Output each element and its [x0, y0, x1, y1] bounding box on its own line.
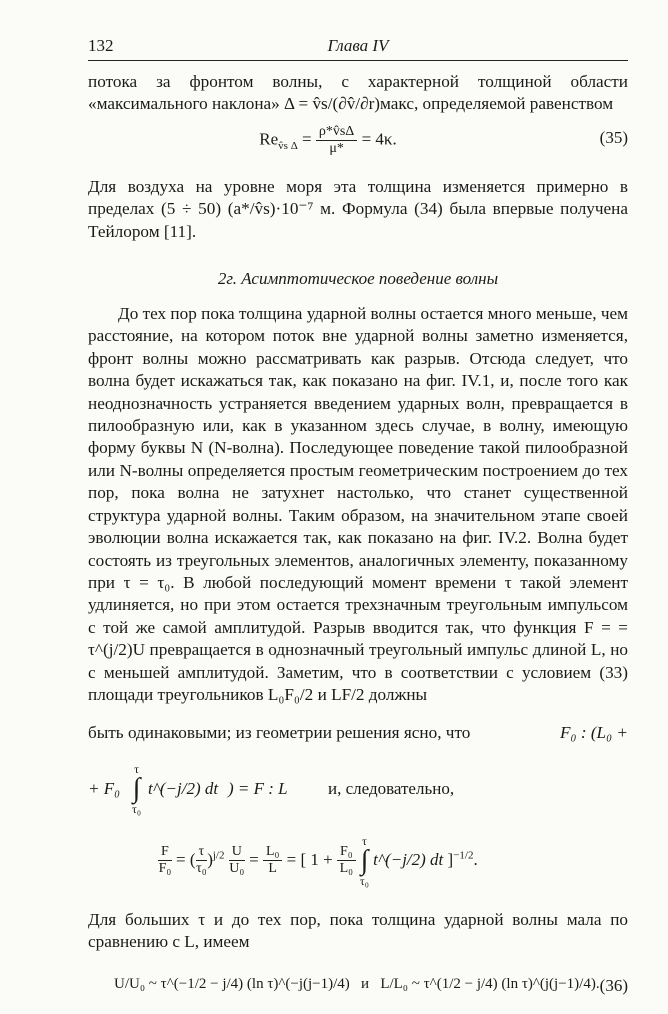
eq36-left: U/U₀ ~ τ^(−1/2 − j/4) (ln τ)^(−j(j−1)/4): [114, 975, 350, 992]
section-title: 2г. Асимптотическое поведение волны: [217, 269, 499, 289]
ratio-integrand: t^(−j/2) dt: [373, 849, 444, 869]
ratio-integral: [360, 835, 369, 887]
ratio-f2: [337, 844, 356, 877]
equation-integral: [88, 757, 628, 823]
eq35-rhs: = 4κ.: [361, 129, 397, 149]
ratio-tau: [196, 844, 208, 877]
eq36-number: (36): [599, 975, 628, 995]
eq36-right: L/L₀ ~ τ^(1/2 − j/4) (ln τ)^(j(j−1)/4).: [380, 975, 600, 992]
eq-mid-conj: и, следовательно,: [328, 778, 455, 798]
paragraph-4: [88, 722, 628, 744]
page-number: 132: [88, 36, 114, 55]
eq35-lhs-sub: v̂s Δ: [278, 139, 298, 152]
ratio-tau-num: τ: [196, 844, 208, 861]
ratio-l: [263, 844, 282, 877]
ratio-exp: j/2: [212, 849, 225, 861]
equation-ratio: $\frac{F}{\text{F₀}}$ = ( $\frac{\tau}{\text{τ₀}}$ )$^{j/2}$ $\frac{U}{\text{U₀}}$ = $\frac{\text{L₀}}{L}$ = [ 1 + $\frac{\text{F₀}}{\text{L₀}}$ τ ∫ τ₀ t^(−j/2) dt ]$^{-1/2}$.: [158, 833, 478, 888]
eq-mid-part1: F₀ : (L₀ +: [560, 723, 628, 743]
equation-36: [88, 964, 628, 1014]
ratio-l-num: L₀: [263, 844, 282, 861]
ratio-u-den: U₀: [229, 861, 245, 877]
ratio-integral-lower: τ₀: [359, 873, 369, 888]
integral-symbol-icon: ∫: [132, 772, 141, 804]
ratio-tau-den: τ₀: [196, 861, 207, 877]
ratio-f-num: F: [158, 844, 172, 861]
eq-mid-part3: ) = F : L: [228, 778, 288, 798]
ratio-f2-den: L₀: [339, 861, 354, 877]
eq35-number: (35): [599, 127, 628, 147]
paragraph-4-text: быть одинаковыми; из геометрии решения ясно, что: [88, 723, 471, 743]
ratio-f-den: F₀: [158, 861, 172, 877]
chapter-title: Глава IV: [327, 36, 389, 55]
integrand: t^(−j/2) dt: [148, 778, 219, 798]
ratio-u: [229, 844, 245, 877]
paragraph-3: До тех пор пока толщина ударной волны остается много меньше, чем расстояние, на котором поток вне ударной волны заметно изменяется, фронт волны можно рассматривать как разрыв. Отсюда следует, что волна будет искажаться так, как показано на фиг. IV.1, и, после того как неоднозначность устраняется введением ударных волн, превращается в пилообразную или, как в указанном здесь случае, в волну, имеющую форму буквы N (N-волна). Последующее поведение такой пилообразной или N-волны определяется простым геометрическим построением до тех пор, пока волна не затухнет настолько, что станет существенной структура ударной волны. Таким образом, на значительном этапе своей эволюции волна искажается так, как показано на фиг. IV.2. Волна будет состоять из треугольных элементов, аналогичных элементу, показанному при τ = τ₀. В любой последующий момент времени τ такой элемент удлиняется, но при этом остается трехзначным треугольным импульсом с той же самой амплитудой. Разрыв вводится так, что функция F = = τ^(j/2)U превращается в однозначный треугольный импульс длиной L, но с меньшей амплитудой. Заметим, что в соответствии с условием (33) площади треугольников L₀F₀/2 и LF/2 должны: [88, 304, 628, 704]
ratio-outer-exp: −1/2: [453, 849, 474, 861]
integral-lower: τ₀: [132, 801, 142, 816]
paragraph-1: потока за фронтом волны, с характерной толщиной области «максимального наклона» Δ = v̂s/(∂v̂/∂r)макс, определяемой равенством: [88, 72, 628, 114]
ratio-u-num: U: [229, 844, 245, 861]
eq35-fraction: [316, 124, 357, 157]
page-header: [88, 30, 628, 56]
paragraph-2: Для воздуха на уровне моря эта толщина изменяется примерно в пределах (5 ÷ 50) (a*/v̂s)·10⁻⁷ м. Формула (34) была впервые получена Тейлором [11].: [88, 176, 628, 241]
eq35-lhs: Re: [259, 129, 279, 149]
eq35-denominator: μ*: [329, 140, 344, 156]
ratio-l-den: L: [268, 861, 277, 877]
equation-35: $Re_{v̂s \Delta}$ = $\frac{\rho*v̂s\Delta}{\mu*}$ = 4κ. (35): [259, 123, 628, 156]
integral-upper: τ: [134, 761, 139, 776]
ratio-f2-num: F₀: [337, 844, 356, 861]
ratio-f: [158, 844, 172, 877]
eq36-and: и: [361, 975, 370, 992]
ratio-integral-upper: τ: [362, 833, 367, 848]
eq-mid-part2: + F₀: [88, 778, 121, 798]
integral-sign: [132, 763, 141, 815]
ratio-integral-symbol-icon: ∫: [360, 844, 369, 876]
eq35-numerator: ρ*v̂sΔ: [316, 124, 357, 141]
paragraph-5: Для больших τ и до тех пор, пока толщина ударной волны мала по сравнению с L, имеем: [88, 909, 628, 952]
book-page: [88, 30, 628, 1014]
